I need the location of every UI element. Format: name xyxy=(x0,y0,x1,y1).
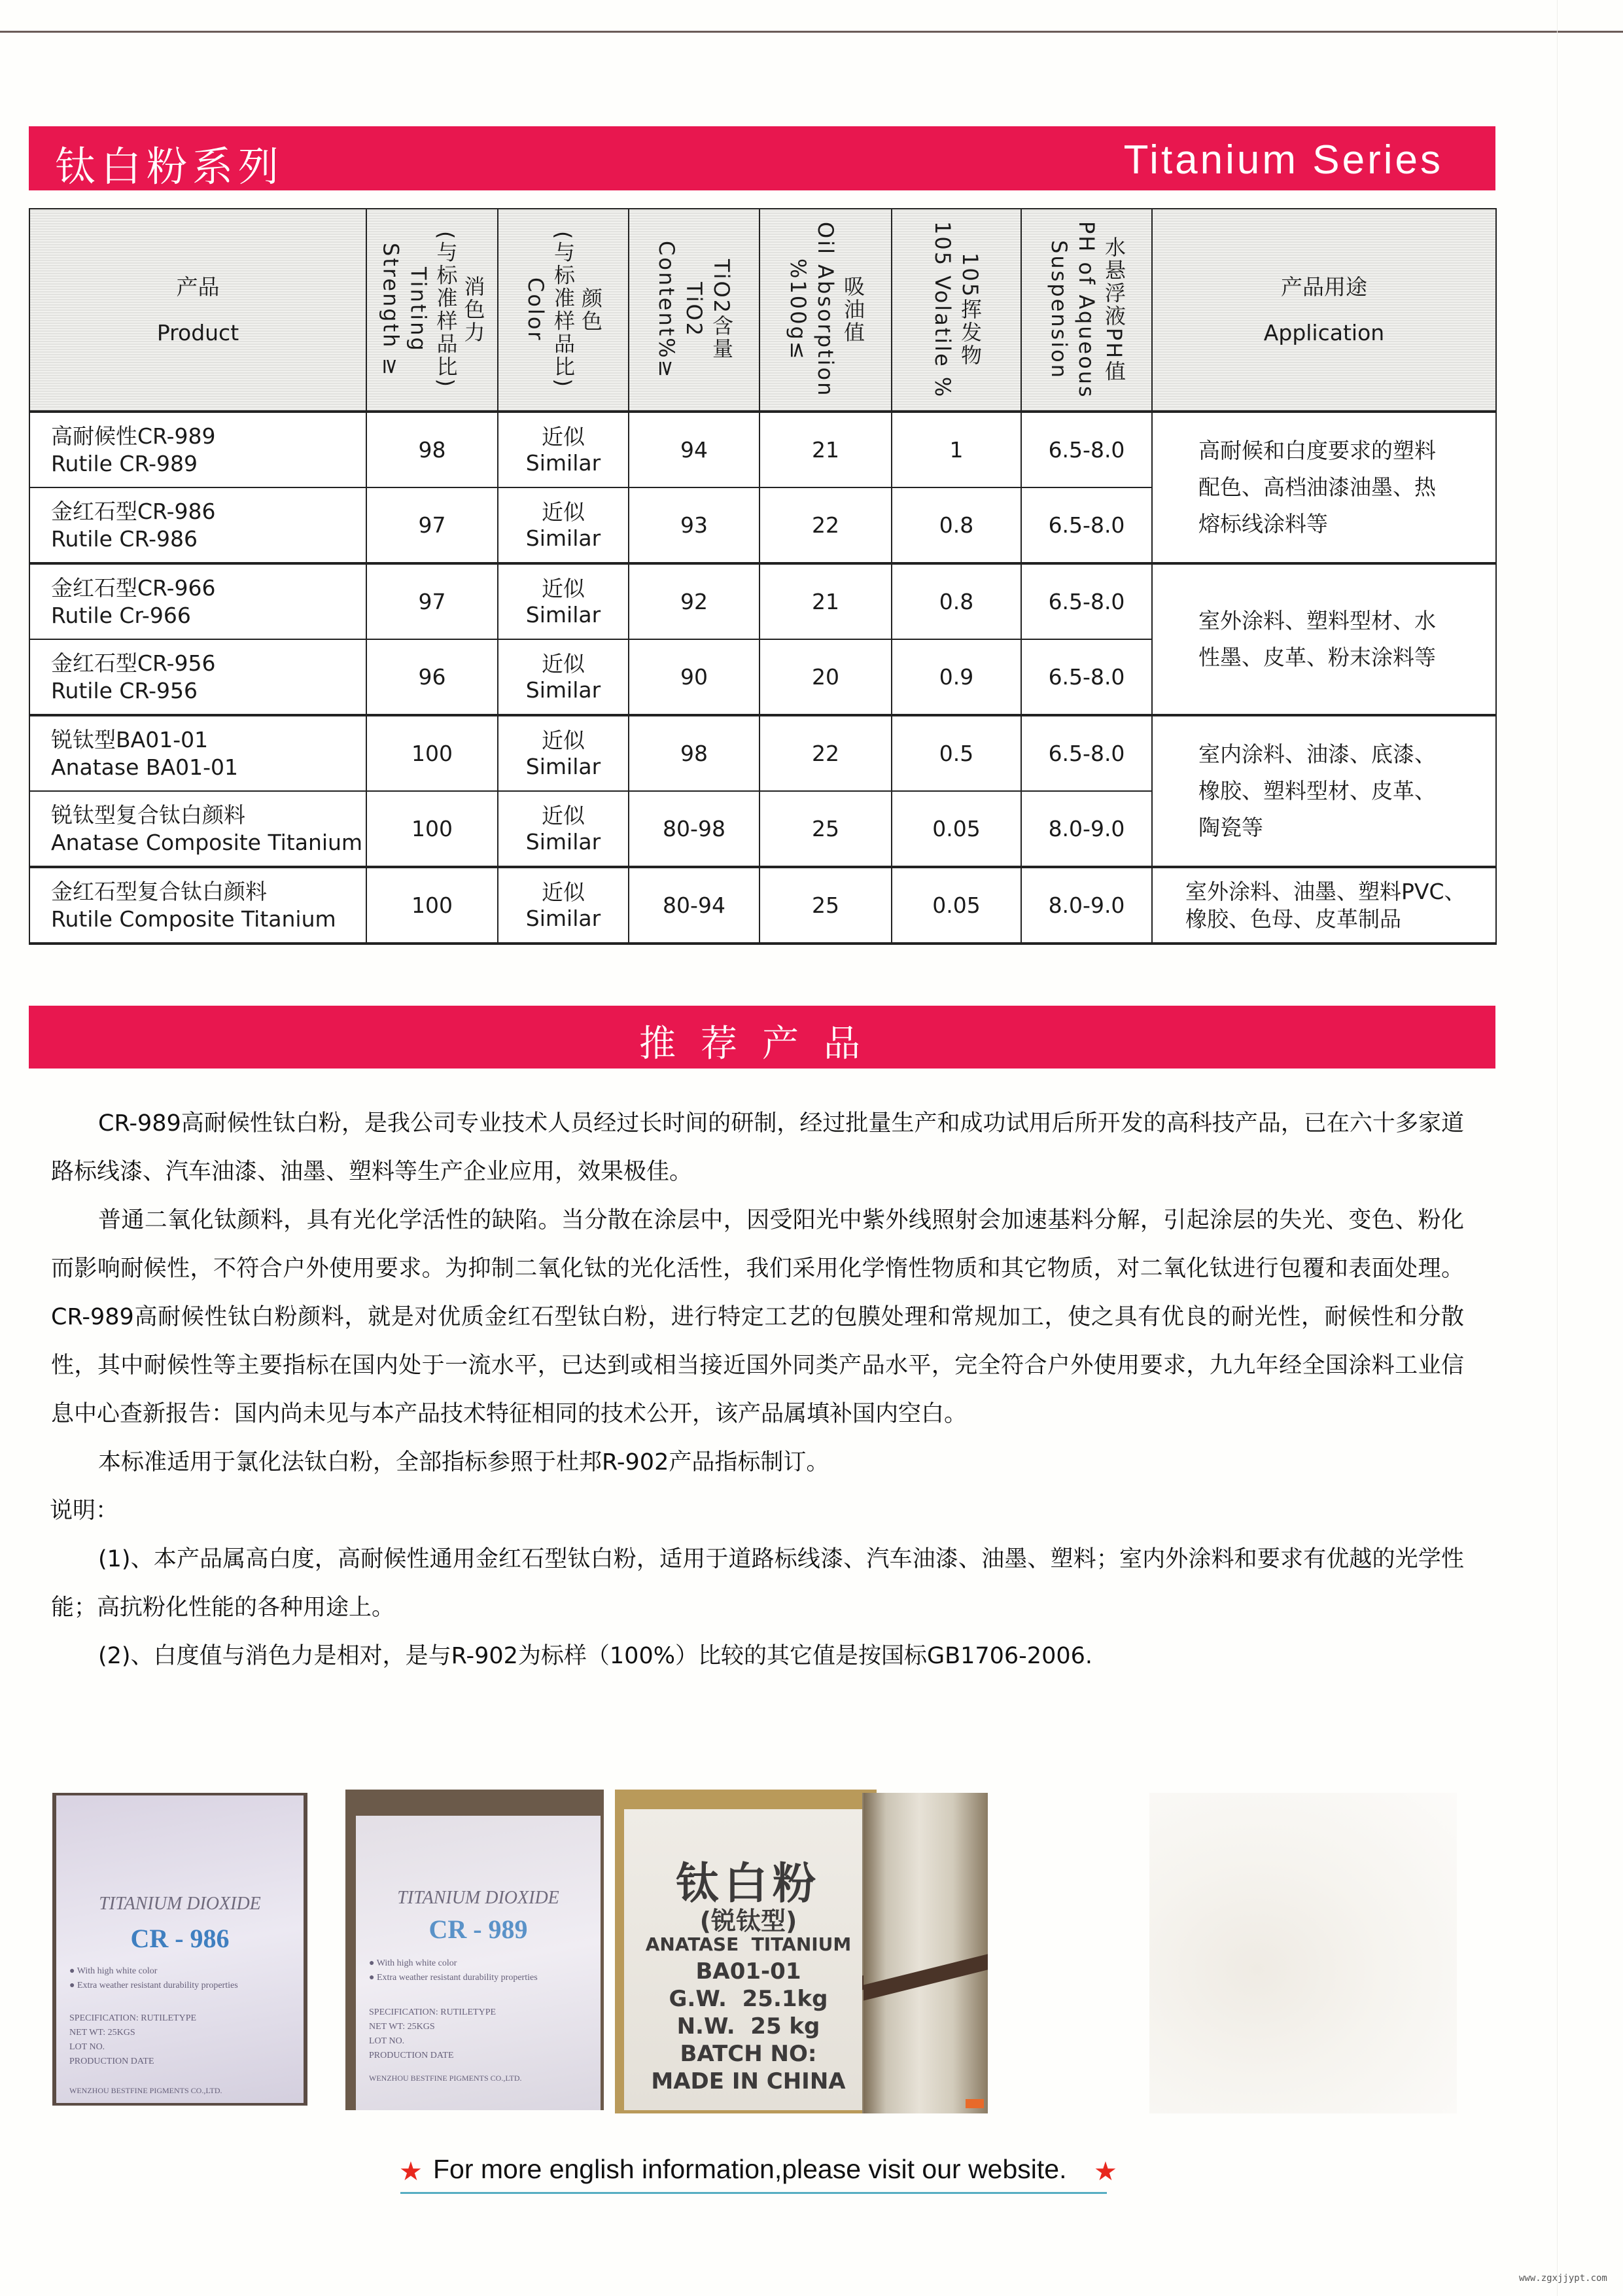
tio2-cell: 80-94 xyxy=(629,867,759,944)
product-name-zh: 锐钛型BA01-01 xyxy=(51,726,209,752)
bag-bullet: ● Extra weather resistant durability properties xyxy=(369,1973,538,1983)
product-name-en: Rutile CR-986 xyxy=(51,525,198,552)
application-line: 陶瓷等 xyxy=(1198,815,1263,840)
bag-spec: SPECIFICATION: RUTILETYPE xyxy=(369,2007,497,2017)
color-cell xyxy=(498,412,629,487)
application-cell xyxy=(1152,412,1496,563)
table-row xyxy=(29,867,1496,944)
bag-spec: PRODUCTION DATE xyxy=(369,2051,454,2060)
application-line: 熔标线涂料等 xyxy=(1198,511,1328,537)
bag-label: TITANIUM DIOXIDE xyxy=(397,1888,559,1908)
product-cell xyxy=(29,867,366,944)
color-cell xyxy=(498,563,629,639)
notes-label: 说明： xyxy=(50,1498,119,1524)
color-cell xyxy=(498,487,629,563)
pallet-strap-icon xyxy=(864,1954,988,2000)
color-en: Similar xyxy=(525,677,601,703)
color-zh: 近似 xyxy=(542,575,585,601)
application-cell xyxy=(1152,867,1496,944)
application-line: 室外涂料、油墨、塑料PVC、 xyxy=(1185,878,1466,904)
ph-cell: 6.5-8.0 xyxy=(1021,412,1152,487)
header-application xyxy=(1152,209,1496,412)
bag-bullet: ● With high white color xyxy=(369,1958,457,1968)
color-cell xyxy=(498,867,629,944)
header-volatile-zh: 105挥发物 xyxy=(958,252,983,368)
product-name-en: Rutile Cr-966 xyxy=(51,602,191,628)
table-header-row xyxy=(29,209,1496,412)
oil-cell: 21 xyxy=(759,412,892,487)
product-name-zh: 金红石型CR-966 xyxy=(51,574,216,601)
volatile-cell: 0.5 xyxy=(892,715,1021,791)
photo-bag-cr986 xyxy=(52,1793,307,2106)
tinting-cell: 100 xyxy=(366,715,498,791)
top-edge-line xyxy=(0,31,1623,33)
volatile-cell: 0.8 xyxy=(892,563,1021,639)
tio2-cell: 92 xyxy=(629,563,759,639)
spec-table xyxy=(29,208,1497,945)
paragraph-intro: CR-989高耐候性钛白粉，是我公司专业技术人员经过长时间的研制，经过批量生产和成功试用后所开发的高科技产品，已在六十多家道路标线漆、汽车油漆、油墨、塑料等生产企业应用，效果极佳。 xyxy=(51,1110,1464,1185)
bag-model: CR - 986 xyxy=(130,1924,230,1953)
header-oil-en2: %100g≤ xyxy=(786,258,811,361)
header-product-en: Product xyxy=(156,319,239,345)
bag-spec: NET WT: 25KGS xyxy=(69,2028,135,2038)
bag-zh-title: 钛白粉 xyxy=(676,1858,821,1909)
header-color xyxy=(498,209,629,412)
bag-zh-subtitle: (锐钛型) xyxy=(699,1907,797,1935)
header-color-zh2: (与标准样品比) xyxy=(551,231,576,389)
bag-spec: SPECIFICATION: RUTILETYPE xyxy=(69,2013,197,2023)
product-cell xyxy=(29,563,366,639)
tinting-cell: 98 xyxy=(366,412,498,487)
header-tinting-en: Tinting Strength ≥ xyxy=(378,242,431,378)
note-1: (1)、本产品属高白度，高耐候性通用金红石型钛白粉，适用于道路标线漆、汽车油漆、油墨、塑料；室内外涂料和要求有优越的光学性能；高抗粉化性能的各种用途上。 xyxy=(51,1546,1464,1621)
bag-line: BA01-01 xyxy=(695,1958,801,1985)
tio2-cell: 80-98 xyxy=(629,791,759,867)
header-ph-en: PH of Aqueous xyxy=(1074,221,1099,399)
bag-label: TITANIUM DIOXIDE xyxy=(99,1894,261,1914)
tinting-cell: 96 xyxy=(366,639,498,715)
watermark: www.zgxjjypt.com xyxy=(1519,2273,1607,2284)
header-ph-zh: 水悬浮液PH值 xyxy=(1102,236,1126,383)
bag-maker: WENZHOU BESTFINE PIGMENTS CO.,LTD. xyxy=(69,2086,222,2095)
photo-bag-ba0101 xyxy=(615,1790,877,2113)
table-row xyxy=(29,412,1496,487)
product-cell xyxy=(29,487,366,563)
header-product-zh: 产品 xyxy=(176,274,220,300)
volatile-cell: 0.05 xyxy=(892,867,1021,944)
product-name-zh: 金红石型复合钛白颜料 xyxy=(51,878,267,904)
color-en: Similar xyxy=(525,828,601,855)
product-name-en: Anatase BA01-01 xyxy=(51,754,238,780)
recommend-banner xyxy=(29,1006,1495,1069)
bag-maker: WENZHOU BESTFINE PIGMENTS CO.,LTD. xyxy=(369,2074,522,2083)
color-zh: 近似 xyxy=(542,650,585,677)
header-volatile xyxy=(892,209,1021,412)
product-name-zh: 金红石型CR-986 xyxy=(51,498,216,524)
photo-tag-icon xyxy=(966,2099,984,2108)
application-line: 橡胶、色母、皮革制品 xyxy=(1185,906,1401,932)
bag-spec: LOT NO. xyxy=(69,2042,105,2052)
tinting-cell: 100 xyxy=(366,867,498,944)
application-line: 室外涂料、塑料型材、水 xyxy=(1198,608,1436,633)
oil-cell: 25 xyxy=(759,791,892,867)
table-row xyxy=(29,715,1496,791)
bag-line: MADE IN CHINA xyxy=(651,2068,846,2094)
ph-cell: 6.5-8.0 xyxy=(1021,639,1152,715)
tio2-cell: 90 xyxy=(629,639,759,715)
series-title-zh: 钛白粉系列 xyxy=(55,143,285,190)
product-name-en: Rutile Composite Titanium xyxy=(51,906,336,932)
color-cell xyxy=(498,639,629,715)
bag-line: N.W. 25 kg xyxy=(676,2013,820,2040)
header-tio2-zh: TiO2含量 xyxy=(709,259,734,361)
star-icon: ★ xyxy=(399,2157,423,2187)
header-tinting-zh: 消色力 xyxy=(461,275,486,344)
series-title-en: Titanium Series xyxy=(1123,137,1443,183)
header-application-en: Application xyxy=(1263,319,1385,345)
application-cell xyxy=(1152,563,1496,715)
tinting-cell: 100 xyxy=(366,791,498,867)
product-cell xyxy=(29,639,366,715)
product-name-zh: 金红石型CR-956 xyxy=(51,650,216,676)
color-zh: 近似 xyxy=(542,499,585,525)
bag-spec: LOT NO. xyxy=(369,2036,405,2046)
header-ph-en2: Suspension xyxy=(1047,240,1072,380)
product-name-en: Rutile CR-956 xyxy=(51,677,198,703)
bag-bullet: ● Extra weather resistant durability properties xyxy=(69,1981,238,1990)
header-oil-zh: 吸油值 xyxy=(841,275,865,344)
application-line: 配色、高档油漆油墨、热 xyxy=(1198,474,1436,500)
header-oil xyxy=(759,209,892,412)
product-name-zh: 锐钛型复合钛白颜料 xyxy=(51,802,245,828)
product-cell xyxy=(29,791,366,867)
bag-line: ANATASE TITANIUM xyxy=(645,1934,852,1955)
recommend-body xyxy=(51,1099,1464,1680)
recommend-title: 推荐产品 xyxy=(639,1023,885,1065)
table-row xyxy=(29,563,1496,639)
footer xyxy=(379,2153,1117,2192)
tinting-cell: 97 xyxy=(366,487,498,563)
tio2-cell: 98 xyxy=(629,715,759,791)
header-tio2 xyxy=(629,209,759,412)
product-cell xyxy=(29,715,366,791)
oil-cell: 25 xyxy=(759,867,892,944)
color-en: Similar xyxy=(525,753,601,779)
volatile-cell: 0.9 xyxy=(892,639,1021,715)
application-line: 室内涂料、油漆、底漆、 xyxy=(1198,741,1436,767)
oil-cell: 22 xyxy=(759,715,892,791)
oil-cell: 22 xyxy=(759,487,892,563)
tio2-cell: 93 xyxy=(629,487,759,563)
color-cell xyxy=(498,715,629,791)
header-tio2-en: TiO2 Content%≥ xyxy=(654,240,707,380)
header-volatile-en: 105 Volatile % xyxy=(930,221,955,399)
header-application-zh: 产品用途 xyxy=(1281,274,1367,300)
oil-cell: 20 xyxy=(759,639,892,715)
header-color-zh: 颜色 xyxy=(578,287,603,333)
ph-cell: 6.5-8.0 xyxy=(1021,563,1152,639)
bag-line: G.W. 25.1kg xyxy=(669,1986,828,2012)
tinting-cell: 97 xyxy=(366,563,498,639)
star-icon: ★ xyxy=(1094,2157,1117,2187)
footer-text: For more english information,please visit our website. xyxy=(433,2154,1067,2184)
tio2-cell: 94 xyxy=(629,412,759,487)
series-banner xyxy=(29,126,1495,190)
ph-cell: 6.5-8.0 xyxy=(1021,487,1152,563)
page-fold-line xyxy=(1557,0,1558,2296)
photo-pallet-stack-image xyxy=(864,1793,988,2113)
bag-line: BATCH NO: xyxy=(680,2041,817,2067)
color-zh: 近似 xyxy=(542,879,585,905)
ph-cell: 8.0-9.0 xyxy=(1021,791,1152,867)
paragraph-standard: 本标准适用于氯化法钛白粉，全部指标参照于杜邦R-902产品指标制订。 xyxy=(98,1449,829,1475)
application-line: 橡胶、塑料型材、皮革、 xyxy=(1198,778,1436,804)
ph-cell: 6.5-8.0 xyxy=(1021,715,1152,791)
product-name-zh: 高耐候性CR-989 xyxy=(51,423,216,449)
application-line: 性墨、皮革、粉末涂料等 xyxy=(1198,645,1436,670)
note-2: (2)、白度值与消色力是相对，是与R-902为标样（100%）比较的其它值是按国标GB1706-2006. xyxy=(98,1643,1093,1669)
color-en: Similar xyxy=(525,450,601,476)
header-tinting xyxy=(366,209,498,412)
header-product xyxy=(29,209,366,412)
color-zh: 近似 xyxy=(542,423,585,450)
product-name-en: Rutile CR-989 xyxy=(51,450,198,476)
volatile-cell: 0.05 xyxy=(892,791,1021,867)
bag-spec: PRODUCTION DATE xyxy=(69,2057,154,2066)
color-cell xyxy=(498,791,629,867)
volatile-cell: 0.8 xyxy=(892,487,1021,563)
color-en: Similar xyxy=(525,905,601,931)
bag-model: CR - 989 xyxy=(428,1915,528,1944)
header-tinting-zh2: (与标准样品比) xyxy=(433,231,459,389)
bag-bullet: ● With high white color xyxy=(69,1966,158,1976)
volatile-cell: 1 xyxy=(892,412,1021,487)
paragraph-detail: 普通二氧化钛颜料，具有光化学活性的缺陷。当分散在涂层中，因受阳光中紫外线照射会加速基料分解，引起涂层的失光、变色、粉化而影响耐候性，不符合户外使用要求。为抑制二氧化钛的光化活性，我们采用化学惰性物质和其它物质，对二氧化钛进行包覆和表面处理。CR-989高耐候性钛白粉颜料，就是对优质金红石型钛白粉，进行特定工艺的包膜处理和常规加工，使之具有优良的耐光性，耐候性和分散性，其中耐候性等主要指标在国内处于一流水平，已达到或相当接近国外同类产品水平，完全符合户外使用要求，九九年经全国涂料工业信息中心查新报告：国内尚未见与本产品技术特征相同的技术公开，该产品属填补国内空白。 xyxy=(51,1207,1464,1427)
photo-bag-cr989 xyxy=(345,1790,604,2110)
photo-powder-closeup xyxy=(1149,1793,1457,2113)
color-zh: 近似 xyxy=(542,727,585,753)
footer-underline xyxy=(400,2192,1107,2194)
color-en: Similar xyxy=(525,525,601,551)
application-line: 高耐候和白度要求的塑料 xyxy=(1198,438,1436,463)
bag-spec: NET WT: 25KGS xyxy=(369,2022,435,2032)
color-zh: 近似 xyxy=(542,802,585,828)
header-color-en: Color xyxy=(523,277,548,342)
header-ph xyxy=(1021,209,1152,412)
oil-cell: 21 xyxy=(759,563,892,639)
color-en: Similar xyxy=(525,601,601,627)
header-oil-en: Oil Absorption xyxy=(813,222,838,398)
product-name-en: Anatase Composite Titanium xyxy=(51,829,363,855)
ph-cell: 8.0-9.0 xyxy=(1021,867,1152,944)
product-cell xyxy=(29,412,366,487)
application-cell xyxy=(1152,715,1496,867)
